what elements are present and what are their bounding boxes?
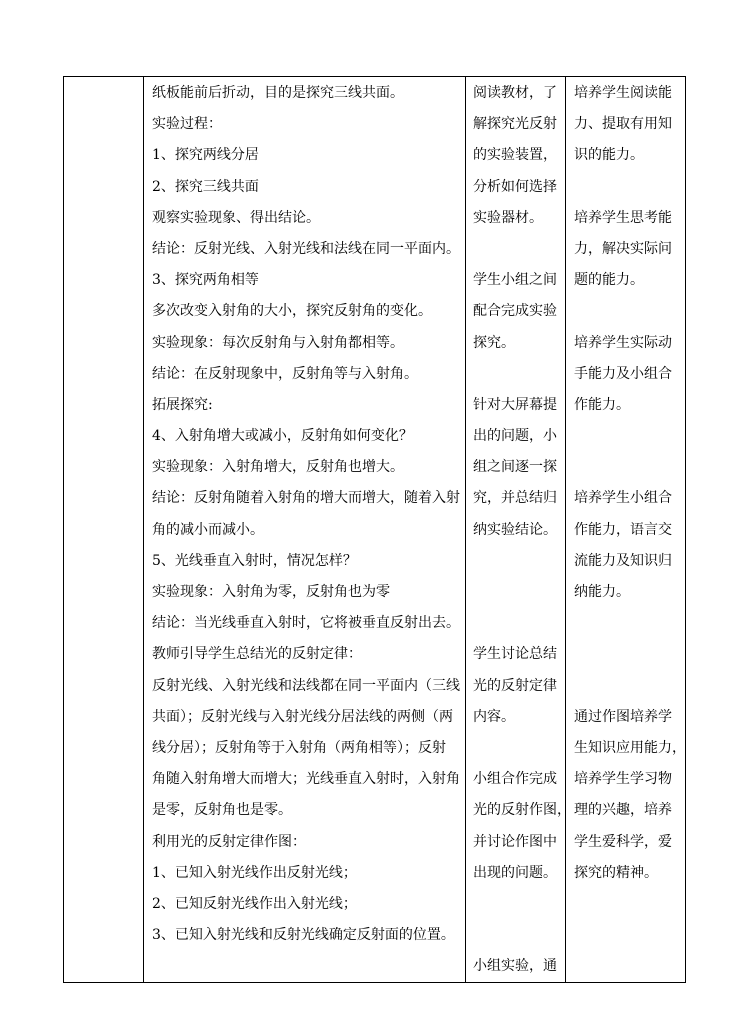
student-activity-line: 针对大屏幕提 <box>473 396 557 413</box>
student-activity-line: 纳实验结论。 <box>473 521 557 538</box>
student-activity-line: 实验器材。 <box>473 209 543 226</box>
blank-line <box>473 546 563 577</box>
student-activity-line: 内容。 <box>473 708 515 725</box>
student-activity-line: 分析如何选择 <box>473 178 557 195</box>
process-line: 反射光线、入射光线和法线都在同一平面内（三线 <box>152 677 460 694</box>
process-line: 线分居）；反射角等于入射角（两角相等）；反射 <box>152 739 446 756</box>
process-line: 纸板能前后折动，目的是探究三线共面。 <box>152 85 404 101</box>
design-intent-line: 培养学生学习物 <box>574 771 672 788</box>
process-line: 实验现象：入射角为零，反射角也为零 <box>152 584 390 600</box>
process-line: 实验现象：每次反射角与入射角都相等。 <box>152 334 404 351</box>
design-intent-line: 力、提取有用知 <box>574 116 672 133</box>
design-intent-line: 力，解决实际问 <box>574 240 672 257</box>
process-line: 教师引导学生总结光的反射定律： <box>152 646 362 663</box>
process-line: 共面）；反射光线与入射光线分居法线的两侧（两 <box>152 708 453 725</box>
process-line: 2、已知反射光线作出入射光线； <box>152 895 357 912</box>
process-line: 1、探究两线分居 <box>152 147 259 164</box>
process-line: 是零，反射角也是零。 <box>152 802 292 819</box>
process-line: 3、探究两角相等 <box>152 272 259 289</box>
student-activity-cell <box>466 77 571 983</box>
process-line: 3、已知入射光线和反射光线确定反射面的位置。 <box>152 927 455 944</box>
design-intent-line: 纳能力。 <box>574 584 630 600</box>
student-activity-line: 组之间逐一探 <box>473 459 557 476</box>
lesson-plan-table <box>63 76 686 983</box>
student-activity-text <box>466 77 571 982</box>
student-activity-line: 出现的问题。 <box>473 864 557 881</box>
design-intent-line: 培养学生思考能 <box>574 209 672 226</box>
process-line: 结论：反射光线、入射光线和法线在同一平面内。 <box>152 240 460 257</box>
student-activity-line: 小组合作完成 <box>473 771 557 788</box>
student-activity-line: 学生小组之间 <box>473 272 557 289</box>
blank-line <box>473 577 563 608</box>
process-line: 结论：反射角随着入射角的增大而增大，随着入射 <box>152 490 460 507</box>
process-line: 2、探究三线共面 <box>152 178 259 195</box>
process-line: 观察实验现象、得出结论。 <box>152 209 320 226</box>
blank-line <box>574 639 683 670</box>
process-line: 角随入射角增大而增大；光线垂直入射时，入射角 <box>152 771 460 788</box>
process-line: 多次改变入射角的大小，探究反射角的变化。 <box>152 303 432 320</box>
blank-line <box>574 421 683 452</box>
process-line: 实验现象：入射角增大，反射角也增大。 <box>152 459 404 476</box>
design-intent-line: 通过作图培养学 <box>574 708 672 725</box>
process-line: 4、入射角增大或减小，反射角如何变化？ <box>152 428 413 445</box>
table-row <box>64 77 686 983</box>
student-activity-line: 并讨论作图中 <box>473 833 557 850</box>
teaching-process-text <box>144 77 465 951</box>
design-intent-line: 培养学生阅读能 <box>574 85 672 101</box>
design-intent-line: 理的兴趣，培养 <box>574 802 672 819</box>
process-line: 实验过程： <box>152 116 222 133</box>
student-activity-line: 出的问题，小 <box>473 428 557 445</box>
student-activity-line: 阅读教材，了 <box>473 85 557 101</box>
design-intent-line: 手能力及小组合 <box>574 365 672 382</box>
blank-line <box>473 234 563 265</box>
design-intent-line: 学生爱科学，爱 <box>574 833 672 850</box>
process-line: 5、光线垂直入射时，情况怎样？ <box>152 552 357 569</box>
process-line: 拓展探究: <box>152 396 213 413</box>
process-line: 结论：在反射现象中，反射角等与入射角。 <box>152 365 418 382</box>
blank-line <box>473 608 563 639</box>
student-activity-line: 配合完成实验 <box>473 303 557 320</box>
blank-line <box>574 172 683 203</box>
blank-line <box>473 733 563 764</box>
design-intent-line: 探究的精神。 <box>574 864 658 881</box>
process-line: 结论：当光线垂直入射时，它将被垂直反射出去。 <box>152 615 460 632</box>
student-activity-line: 解探究光反射 <box>473 116 557 133</box>
blank-line <box>473 920 563 951</box>
design-intent-line: 生知识应用能力， <box>574 739 686 756</box>
stage-cell <box>64 77 144 983</box>
design-intent-line: 培养学生实际动 <box>574 334 672 351</box>
student-activity-line: 光的反射作图， <box>473 802 571 819</box>
design-intent-cell <box>566 77 686 983</box>
design-intent-text <box>566 77 685 889</box>
student-activity-line: 光的反射定律 <box>473 677 557 694</box>
blank-line <box>473 359 563 390</box>
blank-line <box>473 889 563 920</box>
design-intent-line: 题的能力。 <box>574 272 644 289</box>
blank-line <box>574 296 683 327</box>
process-line: 利用光的反射定律作图： <box>152 833 306 850</box>
student-activity-line: 学生讨论总结 <box>473 646 557 663</box>
student-activity-line: 探究。 <box>473 334 515 351</box>
blank-line <box>574 671 683 702</box>
process-line: 1、已知入射光线作出反射光线； <box>152 864 357 881</box>
blank-line <box>574 452 683 483</box>
student-activity-line: 小组实验，通 <box>473 958 557 975</box>
student-activity-line: 的实验装置， <box>473 147 557 164</box>
design-intent-line: 流能力及知识归 <box>574 552 672 569</box>
process-line: 角的减小而减小。 <box>152 521 264 538</box>
design-intent-line: 作能力，语言交 <box>574 521 672 538</box>
blank-line <box>574 608 683 639</box>
student-activity-line: 究，并总结归 <box>473 490 557 507</box>
teaching-process-cell <box>144 77 466 983</box>
design-intent-line: 作能力。 <box>574 396 630 413</box>
design-intent-line: 培养学生小组合 <box>574 490 672 507</box>
design-intent-line: 识的能力。 <box>574 147 644 164</box>
